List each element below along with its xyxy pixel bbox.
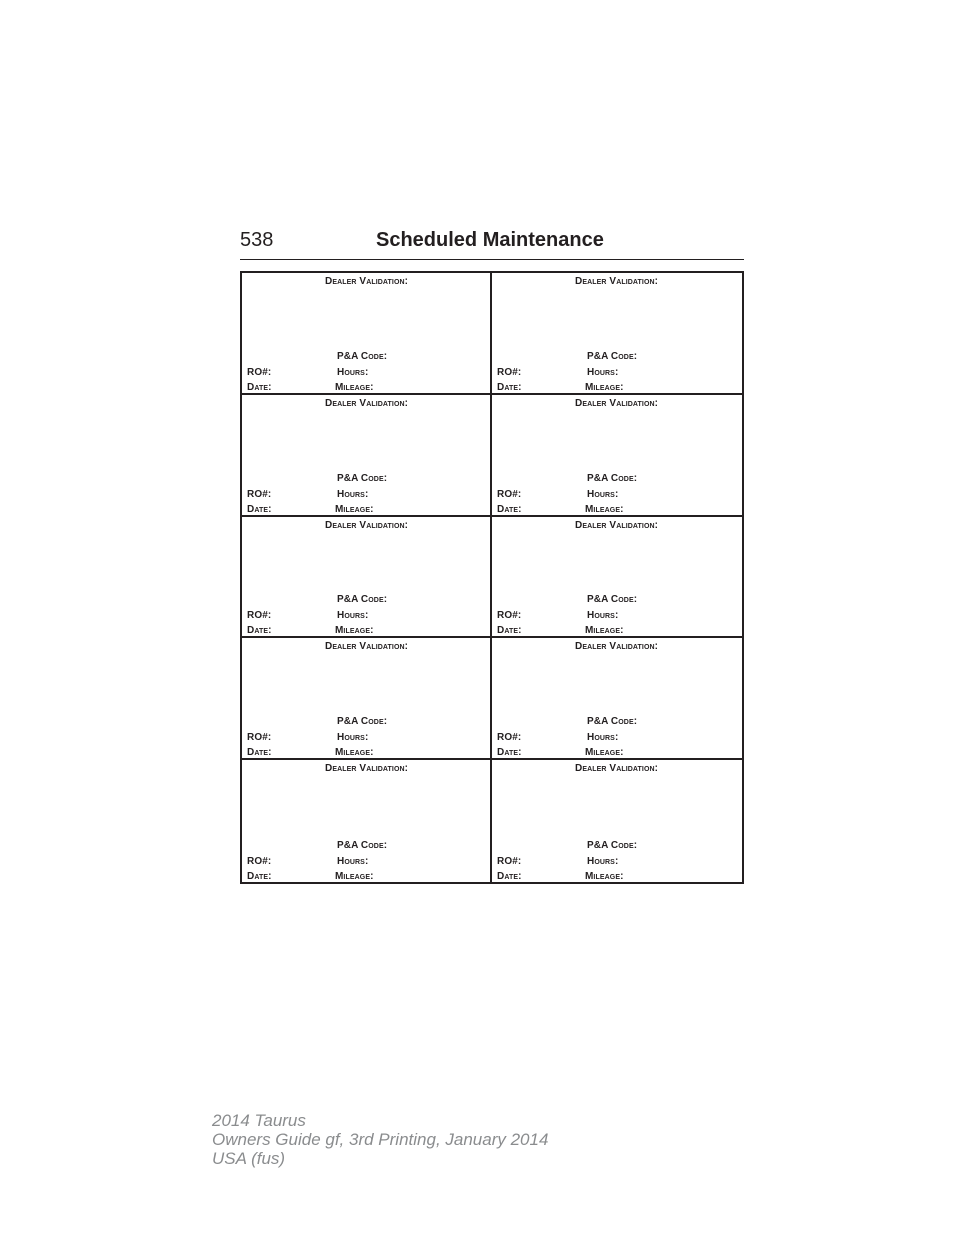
hours-label: Hours: <box>337 732 369 744</box>
maintenance-record-cell <box>492 760 742 882</box>
ro-number-label: RO#: <box>247 488 272 500</box>
mileage-label: Mileage: <box>585 503 624 515</box>
ro-number-label: RO#: <box>497 488 522 500</box>
footer-edition: Owners Guide gf, 3rd Printing, January 2014 <box>212 1130 549 1149</box>
mileage-label: Mileage: <box>585 381 624 393</box>
maintenance-record-cell <box>492 273 742 395</box>
maintenance-record-cell <box>492 638 742 760</box>
page-title: Scheduled Maintenance <box>376 229 604 251</box>
header-rule <box>240 259 744 260</box>
pa-code-label: P&A Code: <box>337 840 388 851</box>
date-label: Date: <box>247 503 272 515</box>
footer-model: 2014 Taurus <box>212 1111 306 1130</box>
pa-code-label: P&A Code: <box>337 594 388 606</box>
maintenance-record-cell <box>492 517 742 639</box>
page-number: 538 <box>240 229 274 251</box>
pa-code-label: P&A Code: <box>587 840 638 851</box>
ro-number-label: RO#: <box>497 856 522 867</box>
ro-number-label: RO#: <box>497 366 522 378</box>
hours-label: Hours: <box>337 610 369 622</box>
hours-label: Hours: <box>337 488 369 500</box>
date-label: Date: <box>497 503 522 515</box>
hours-label: Hours: <box>587 366 619 378</box>
maintenance-record-cell <box>242 638 492 760</box>
mileage-label: Mileage: <box>335 747 374 759</box>
hours-label: Hours: <box>337 856 369 867</box>
dealer-validation-label: Dealer Validation: <box>325 763 409 775</box>
ro-number-label: RO#: <box>497 732 522 744</box>
ro-number-label: RO#: <box>497 610 522 622</box>
dealer-validation-label: Dealer Validation: <box>575 276 659 287</box>
footer-region-main: USA <box>212 1149 247 1168</box>
ro-number-label: RO#: <box>247 732 272 744</box>
date-label: Date: <box>247 871 272 882</box>
maintenance-record-cell <box>492 395 742 517</box>
date-label: Date: <box>497 871 522 882</box>
mileage-label: Mileage: <box>585 747 624 759</box>
dealer-validation-label: Dealer Validation: <box>325 276 409 287</box>
dealer-validation-label: Dealer Validation: <box>575 397 659 409</box>
hours-label: Hours: <box>337 366 369 378</box>
date-label: Date: <box>497 381 522 393</box>
dealer-validation-label: Dealer Validation: <box>575 641 659 653</box>
footer-region-code: (fus) <box>251 1149 286 1168</box>
mileage-label: Mileage: <box>335 871 374 882</box>
hours-label: Hours: <box>587 732 619 744</box>
maintenance-record-grid <box>240 271 744 884</box>
dealer-validation-label: Dealer Validation: <box>575 519 659 531</box>
dealer-validation-label: Dealer Validation: <box>325 397 409 409</box>
maintenance-record-cell <box>242 395 492 517</box>
date-label: Date: <box>247 747 272 759</box>
maintenance-record-cell <box>242 760 492 882</box>
pa-code-label: P&A Code: <box>587 472 638 484</box>
dealer-validation-label: Dealer Validation: <box>325 519 409 531</box>
dealer-validation-label: Dealer Validation: <box>575 763 659 775</box>
maintenance-record-cell <box>242 517 492 639</box>
pa-code-label: P&A Code: <box>587 594 638 606</box>
mileage-label: Mileage: <box>335 381 374 393</box>
pa-code-label: P&A Code: <box>337 716 388 728</box>
footer <box>212 1111 548 1168</box>
footer-region <box>212 1149 548 1168</box>
pa-code-label: P&A Code: <box>587 350 638 362</box>
hours-label: Hours: <box>587 610 619 622</box>
ro-number-label: RO#: <box>247 366 272 378</box>
ro-number-label: RO#: <box>247 856 272 867</box>
mileage-label: Mileage: <box>335 625 374 637</box>
mileage-label: Mileage: <box>585 871 624 882</box>
pa-code-label: P&A Code: <box>337 472 388 484</box>
mileage-label: Mileage: <box>585 625 624 637</box>
date-label: Date: <box>497 747 522 759</box>
dealer-validation-label: Dealer Validation: <box>325 641 409 653</box>
hours-label: Hours: <box>587 856 619 867</box>
maintenance-record-cell <box>242 273 492 395</box>
date-label: Date: <box>247 381 272 393</box>
date-label: Date: <box>497 625 522 637</box>
date-label: Date: <box>247 625 272 637</box>
pa-code-label: P&A Code: <box>337 350 388 362</box>
mileage-label: Mileage: <box>335 503 374 515</box>
hours-label: Hours: <box>587 488 619 500</box>
ro-number-label: RO#: <box>247 610 272 622</box>
pa-code-label: P&A Code: <box>587 716 638 728</box>
